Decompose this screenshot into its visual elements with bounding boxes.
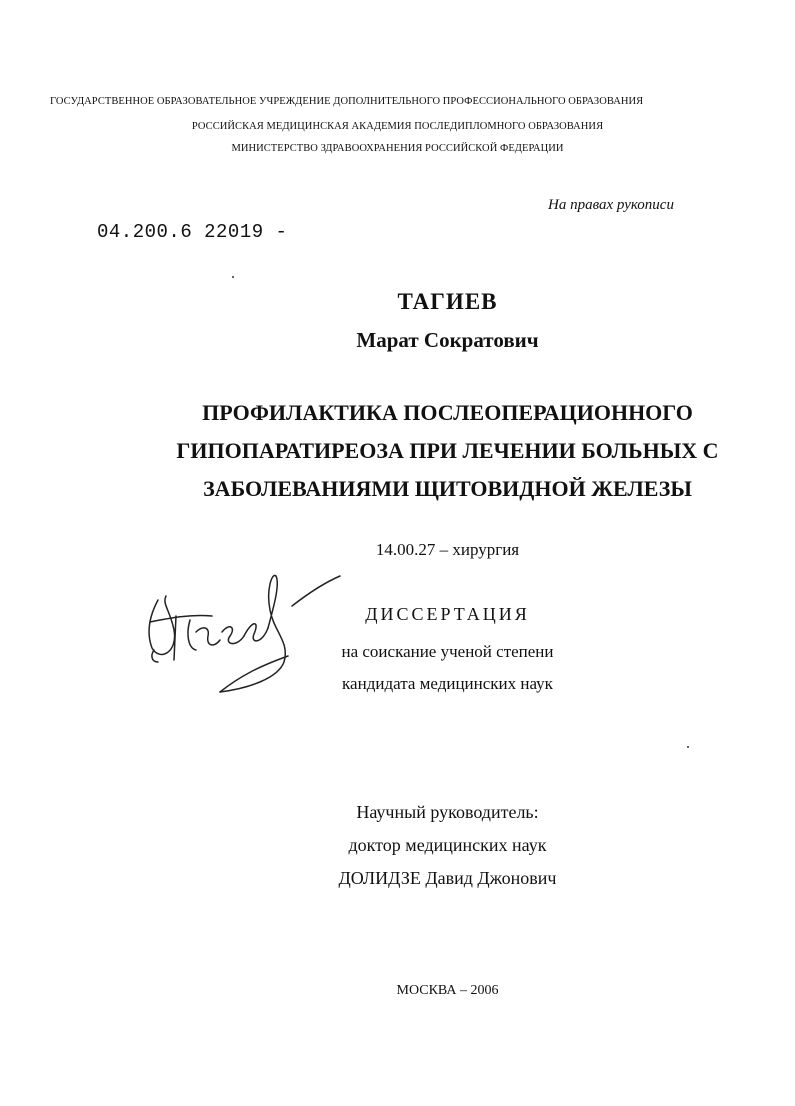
author-given-names: Марат Сократович: [356, 328, 539, 352]
supervisor-degree: доктор медицинских наук: [348, 835, 547, 855]
institution-line-2: РОССИЙСКАЯ МЕДИЦИНСКАЯ АКАДЕМИЯ ПОСЛЕДИПЛОМНОГО ОБРАЗОВАНИЯ: [191, 121, 604, 132]
title-line-1: ПРОФИЛАКТИКА ПОСЛЕОПЕРАЦИОННОГО: [202, 400, 693, 425]
supervisor-name: ДОЛИДЗЕ Давид Джонович: [338, 868, 557, 888]
registration-stamp-number: 04.200.6 22019 -: [97, 221, 288, 243]
manuscript-rights-note: На правах рукописи: [548, 197, 674, 213]
speck-mark: [232, 276, 234, 278]
specialty-code: 14.00.27 – хирургия: [375, 540, 520, 559]
degree-line-2: кандидата медицинских наук: [342, 674, 553, 693]
institution-line-3: МИНИСТЕРСТВО ЗДРАВООХРАНЕНИЯ РОССИЙСКОЙ ФЕДЕРАЦИИ: [231, 143, 564, 154]
document-type: ДИССЕРТАЦИЯ: [365, 604, 530, 624]
supervisor-block: [0, 796, 795, 895]
dissertation-title: [0, 394, 795, 508]
author-surname: ТАГИЕВ: [397, 289, 498, 314]
degree-line-1: на соискание ученой степени: [341, 642, 554, 661]
title-line-2: ГИПОПАРАТИРЕОЗА ПРИ ЛЕЧЕНИИ БОЛЬНЫХ С: [176, 438, 719, 463]
institution-line-1: ГОСУДАРСТВЕННОЕ ОБРАЗОВАТЕЛЬНОЕ УЧРЕЖДЕНИЕ ДОПОЛНИТЕЛЬНОГО ПРОФЕССИОНАЛЬНОГО ОБРАЗОВАНИЯ: [50, 96, 644, 107]
city-year: МОСКВА – 2006: [396, 983, 499, 998]
degree-statement: [0, 636, 795, 700]
title-line-3: ЗАБОЛЕВАНИЯМИ ЩИТОВИДНОЙ ЖЕЛЕЗЫ: [203, 476, 692, 501]
supervisor-label: Научный руководитель:: [356, 802, 539, 822]
speck-mark: [687, 746, 689, 748]
